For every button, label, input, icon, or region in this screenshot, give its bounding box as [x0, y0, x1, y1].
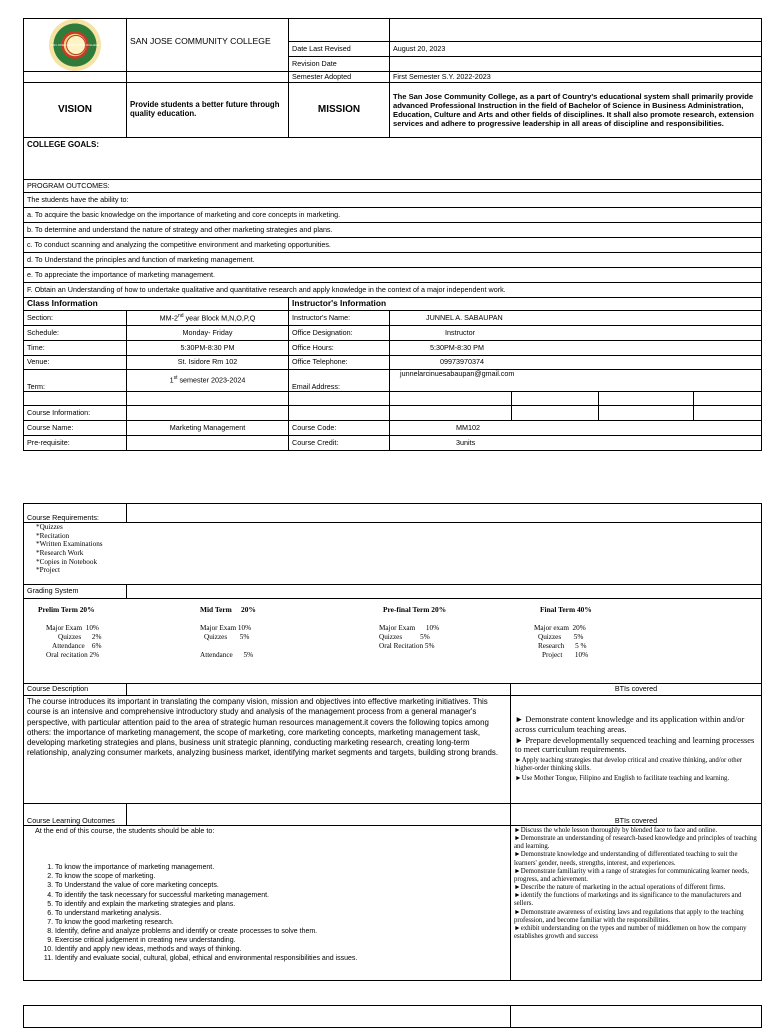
vision-label: VISION [24, 83, 127, 138]
learning-outcome-item: 1. To know the importance of marketing management. [55, 863, 507, 872]
bti-item: ►Demonstrate an understanding of research-based knowledge and principles of teaching and learning. [514, 835, 757, 851]
course-description-label: Course Description [24, 684, 127, 696]
mission-text: The San Jose Community College, as a part of Country's educational system shall primarily provide advanced Professional Instruction in the field of Bachelor of Science in Business Administration, Education, Culture and Arts and other fields of disciplines. It shall also promote research, extension services and adhere to progressive leadership in all areas of discipline and responsibilities. [390, 83, 762, 138]
grading-breakdown [24, 599, 762, 684]
mission-label: MISSION [289, 83, 390, 138]
btis-covered-label: BTIs covered [511, 804, 762, 826]
vision-text: Provide students a better future through quality education. [127, 83, 289, 138]
bti-item: ►Use Mother Tongue, Filipino and English to facilitate teaching and learning. [515, 775, 730, 783]
grading-term-midterm: Mid Term 20% Major Exam 10% Quizzes 5% Attendance 5% [200, 605, 256, 659]
section-value: MM-2nd year Block M,N,O,P,Q [127, 311, 289, 326]
learning-outcomes-btis [511, 826, 762, 981]
requirement-item: *Research Work [36, 548, 84, 557]
semester-adopted-value: First Semester S.Y. 2022-2023 [390, 72, 762, 83]
bti-item: ► Demonstrate content knowledge and its application within and/or across curriculum teaching areas. [515, 715, 745, 735]
learning-outcomes-intro: At the end of this course, the students should be able to: [35, 826, 215, 835]
bti-item: ► Prepare developmentally sequenced teaching and learning processes to meet curriculum requirements. [515, 735, 755, 755]
program-outcome-item: d. To Understand the principles and function of marketing management. [24, 253, 762, 268]
blank-cell [599, 392, 694, 406]
blank-cell [289, 19, 390, 42]
learning-outcome-item: 9. Exercise critical judgement in creating new understanding. [55, 936, 507, 945]
program-outcome-item: c. To conduct scanning and analyzing the competitive environment and marketing opportunities. [24, 238, 762, 253]
prerequisite-value [127, 436, 289, 451]
blank-cell [694, 406, 762, 421]
blank-cell [127, 585, 762, 599]
learning-outcome-item: 8. Identify, define and analyze problems and identify or create processes to solve them. [55, 927, 507, 936]
date-last-revised-value: August 20, 2023 [390, 42, 762, 57]
grading-term-prefinal: Pre-final Term 20% Major Exam 10% Quizzes 5% Oral Recitation 5% [379, 605, 447, 650]
learning-outcome-item: 3. To Understand the value of core marketing concepts. [55, 881, 507, 890]
instructor-info-header: Instructor's Information [289, 298, 762, 311]
bti-item: ►identify the functions of marketings and its significance to the manufacturers and sellers. [514, 892, 742, 908]
revision-date-value [390, 57, 762, 72]
course-name-value: Marketing Management [127, 421, 289, 436]
blank-cell [127, 72, 289, 83]
requirements-list [24, 523, 762, 585]
program-outcome-item: e. To appreciate the importance of marketing management. [24, 268, 762, 283]
blank-cell [390, 392, 512, 406]
course-details-table [23, 503, 762, 981]
learning-outcome-item: 7. To know the good marketing research. [55, 918, 507, 927]
learning-outcome-item: 6. To understand marketing analysis. [55, 909, 507, 918]
next-page-table [23, 1005, 762, 1028]
section-label: Section: [24, 311, 127, 326]
semester-adopted-label: Semester Adopted [289, 72, 390, 83]
course-name-label: Course Name: [24, 421, 127, 436]
blank-cell [127, 392, 289, 406]
blank-cell [127, 684, 511, 696]
learning-outcomes-label: Course Learning Outcomes [24, 804, 127, 826]
grading-term-final: Final Term 40% Major exam 20% Quizzes 5% Research 5 % Project 10% [534, 605, 592, 659]
program-outcomes-intro: The students have the ability to: [24, 193, 762, 208]
college-logo: SAN JOSE COMMUNITY COLLEGE [49, 19, 101, 71]
blank-cell [24, 72, 127, 83]
bti-item: ►Discuss the whole lesson thoroughly by blended face to face and online. [514, 827, 718, 834]
bti-item: ►Demonstrate awareness of existing laws and regulations that apply to the teaching profession, and become familiar with the responsibilities. [514, 908, 744, 924]
course-description-text: The course introduces its important in translating the company vision, mission and objectives into effective marketing initiatives. This course is an intensive and comprehensive introductory study and analysis of the management process from a general manager's perspective, with particular attention paid to the area of strategic human resources management.it covers the following topics among others: the importance of marketing management, the scope of marketing, core marketing concepts, marketing management task, developing marketing strategies and plans, business unit strategic planning, conducting marketing research, creating long-term relationship, analyzing consumer markets, analyzing business market, identifying market segments and targets, building strong brands. [24, 696, 511, 804]
blank-cell [127, 406, 289, 421]
college-name: SAN JOSE COMMUNITY COLLEGE [127, 19, 289, 72]
requirement-item: *Copies in Notebook [36, 557, 98, 566]
learning-outcome-item: 11. Identify and evaluate social, cultural, global, ethical and environmental responsibilities and issues. [55, 954, 507, 963]
grading-term-prelim: Prelim Term 20% Major Exam 10% Quizzes 2% Attendance 6% Oral recitation 2% [38, 605, 102, 659]
syllabus-page-1 [23, 18, 761, 460]
program-outcomes-label: PROGRAM OUTCOMES: [24, 180, 762, 193]
logo-cell [24, 19, 127, 72]
time-label: Time: [24, 341, 127, 356]
learning-outcome-item: 4. To identify the task necessary for successful marketing management. [55, 891, 507, 900]
blank-cell [127, 804, 511, 826]
course-code-value: MM102 [390, 421, 762, 436]
blank-cell [512, 406, 599, 421]
office-hours-value: 5:30PM-8:30 PM [390, 341, 762, 356]
blank-cell [390, 19, 762, 42]
course-description-btis [511, 696, 762, 804]
bti-item: ►Describe the nature of marketing in the actual operations of different firms. [514, 884, 726, 892]
program-outcome-item: F. Obtain an Understanding of how to undertake qualitative and quantitative research and apply knowledge in the context of a major independent work. [24, 283, 762, 298]
syllabus-page-3 [23, 1005, 761, 1024]
venue-label: Venue: [24, 356, 127, 370]
office-telephone-value: 09973970374 [390, 356, 762, 370]
blank-cell [24, 392, 127, 406]
learning-outcome-item: 10. Identify and apply new ideas, methods and ways of thinking. [55, 945, 507, 954]
office-designation-value: Instructor [390, 326, 762, 341]
btis-covered-label: BTIs covered [511, 684, 762, 696]
blank-cell [127, 504, 762, 523]
requirement-item: *Quizzes [36, 523, 63, 531]
course-credit-value: 3units [390, 436, 762, 451]
program-outcome-item: b. To determine and understand the nature of strategy and other marketing strategies and plans. [24, 223, 762, 238]
learning-outcome-item: 2. To know the scope of marketing. [55, 872, 507, 881]
term-value: 1st semester 2023-2024 [127, 370, 289, 392]
email-value: junnelarcinuesabaupan@gmail.com [390, 370, 762, 392]
learning-outcomes-list [24, 826, 511, 981]
email-label: Email Address: [289, 370, 390, 392]
office-telephone-label: Office Telephone: [289, 356, 390, 370]
blank-cell [24, 1006, 511, 1028]
revision-date-label: Revision Date [289, 57, 390, 72]
course-requirements-label: Course Requirements: [24, 504, 127, 523]
date-last-revised-label: Date Last Revised [289, 42, 390, 57]
bti-item: ►Demonstrate knowledge and understanding of differentiated teaching to suit the learners' gender, needs, strengths, interest, and experiences. [514, 851, 738, 867]
term-label: Term: [24, 370, 127, 392]
office-hours-label: Office Hours: [289, 341, 390, 356]
office-designation-label: Office Designation: [289, 326, 390, 341]
header-table [23, 18, 762, 451]
schedule-value: Monday- Friday [127, 326, 289, 341]
instructor-name-value: JUNNEL A. SABAUPAN [390, 311, 762, 326]
grading-system-label: Grading System [24, 585, 127, 599]
blank-cell [694, 392, 762, 406]
blank-cell [289, 392, 390, 406]
blank-cell [599, 406, 694, 421]
requirement-item: *Recitation [36, 531, 70, 540]
college-goals-label: COLLEGE GOALS: [24, 138, 762, 180]
class-info-header: Class Information [24, 298, 289, 311]
bti-item: ►exhibit understanding on the types and number of middlemen on how the company establishes growth and success [514, 924, 747, 941]
blank-cell [512, 392, 599, 406]
program-outcome-item: a. To acquire the basic knowledge on the importance of marketing and core concepts in marketing. [24, 208, 762, 223]
instructor-name-label: Instructor's Name: [289, 311, 390, 326]
prerequisite-label: Pre-requisite: [24, 436, 127, 451]
time-value: 5:30PM-8:30 PM [127, 341, 289, 356]
blank-cell [289, 406, 390, 421]
bti-item: ►Apply teaching strategies that develop critical and creative thinking, and/or other higher-order thinking skills. [515, 757, 742, 773]
schedule-label: Schedule: [24, 326, 127, 341]
syllabus-page-2 [23, 503, 761, 981]
learning-outcome-item: 5. To identify and explain the marketing strategies and plans. [55, 900, 507, 909]
blank-cell [511, 1006, 762, 1028]
course-info-label: Course Information: [24, 406, 127, 421]
venue-value: St. Isidore Rm 102 [127, 356, 289, 370]
requirement-item: *Project [36, 566, 60, 575]
requirement-item: *Written Examinations [36, 540, 103, 549]
blank-cell [390, 406, 512, 421]
bti-item: ►Demonstrate familiarity with a range of strategies for communicating learner needs, progress, and achievement. [514, 867, 749, 883]
course-credit-label: Course Credit: [289, 436, 390, 451]
course-code-label: Course Code: [289, 421, 390, 436]
